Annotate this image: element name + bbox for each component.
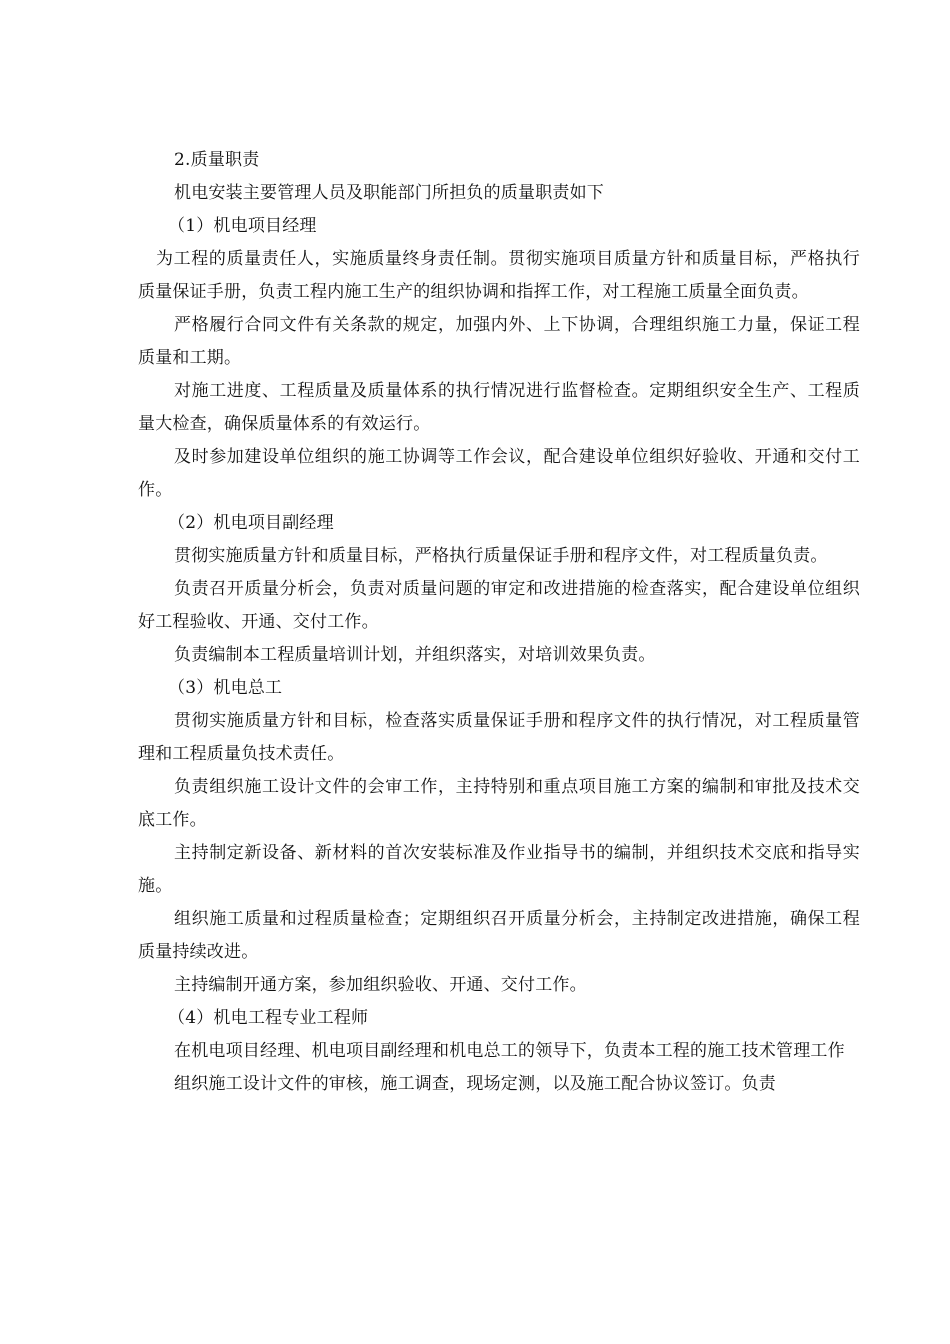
role-title-project-manager: （1）机电项目经理	[168, 216, 317, 236]
paragraph: 负责召开质量分析会，负责对质量问题的审定和改进措施的检查落实，配合建设单位组织好工程验收、开通、交付工作。	[138, 579, 860, 632]
paragraph: 主持制定新设备、新材料的首次安装标准及作业指导书的编制，并组织技术交底和指导实施。	[138, 843, 860, 896]
document-body	[138, 144, 860, 1101]
paragraph: 及时参加建设单位组织的施工协调等工作会议，配合建设单位组织好验收、开通和交付工作。	[138, 447, 860, 500]
intro-paragraph: 机电安装主要管理人员及职能部门所担负的质量职责如下	[174, 183, 604, 203]
paragraph: 组织施工质量和过程质量检查；定期组织召开质量分析会，主持制定改进措施，确保工程质量持续改进。	[138, 909, 860, 962]
role-title-specialist-engineer: （4）机电工程专业工程师	[168, 1008, 369, 1028]
paragraph: 对施工进度、工程质量及质量体系的执行情况进行监督检查。定期组织安全生产、工程质量大检查，确保质量体系的有效运行。	[138, 381, 860, 434]
role-title-deputy-manager: （2）机电项目副经理	[168, 513, 334, 533]
paragraph: 在机电项目经理、机电项目副经理和机电总工的领导下，负责本工程的施工技术管理工作	[174, 1041, 845, 1061]
section-title: 2.质量职责	[174, 150, 260, 170]
role-title-chief-engineer: （3）机电总工	[168, 678, 283, 698]
paragraph: 严格履行合同文件有关条款的规定，加强内外、上下协调，合理组织施工力量，保证工程质量和工期。	[138, 315, 860, 368]
paragraph: 贯彻实施质量方针和目标，检查落实质量保证手册和程序文件的执行情况，对工程质量管理和工程质量负技术责任。	[138, 711, 860, 764]
paragraph: 负责编制本工程质量培训计划，并组织落实，对培训效果负责。	[174, 645, 656, 665]
paragraph: 贯彻实施质量方针和质量目标，严格执行质量保证手册和程序文件，对工程质量负责。	[174, 546, 828, 566]
paragraph: 为工程的质量责任人，实施质量终身责任制。贯彻实施项目质量方针和质量目标，严格执行质量保证手册，负责工程内施工生产的组织协调和指挥工作，对工程施工质量全面负责。	[138, 249, 860, 302]
paragraph: 负责组织施工设计文件的会审工作，主持特别和重点项目施工方案的编制和审批及技术交底工作。	[138, 777, 860, 830]
paragraph: 组织施工设计文件的审核，施工调查，现场定测，以及施工配合协议签订。负责	[174, 1074, 776, 1094]
paragraph: 主持编制开通方案，参加组织验收、开通、交付工作。	[174, 975, 587, 995]
